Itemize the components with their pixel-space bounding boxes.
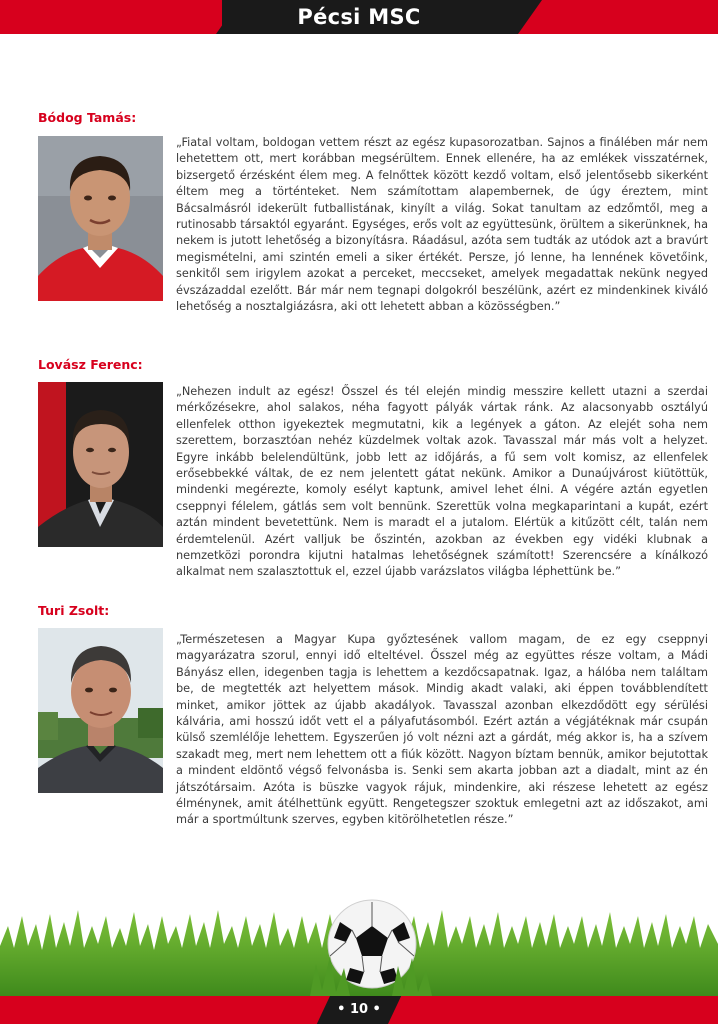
portrait-photo-bodog [38,136,163,301]
person-name-turi: Turi Zsolt: [38,603,110,618]
person-name-lovasz: Lovász Ferenc: [38,357,143,372]
soccer-ball-icon [328,900,416,988]
quote-text-lovasz: „Nehezen indult az egész! Ősszel és tél elején mindig messzire kellett utazni a szerdai mérkőzésekre, ahol salakos, néha fagyott pályák vártak ránk. Az alacsonyabb osztályú ellenfelek otthon igyekeztek megmutatni, kik a legények a gáton. Az elejét soha nem szerettem, borzasztóan nehéz küzdelmek voltak azok. Tavasszal már más volt a helyzet. Egyre inkább belelendültünk, jobb lett az időjárás, a fű sem volt komisz, az ellenfelek erősebbekké váltak, de ez nem jelentett gátat nekünk. Amikor a Dunaújvárost kiütöttük, mindenki megérezte, komoly esélyt kaptunk, amivel lehet élni. A végére aztán egyetlen cseppnyi félelem, gátlás sem volt bennünk. Szerettük volna megkaparintani a kupát, ezért aztán mindent bevetettünk. Nem is maradt el a jutalom. Elértük a kitűzött célt, talán nem érdemtelenül. Azért valljuk be őszintén, azokban az években egy vidéki klubnak a nemzetközi porondra kijutni hatalmas lehetőségnek számított! Szerencsére a kínálkozó alkalmat nem szalasztottuk el, ezzel újabb varázslatos világba léphettünk be.” [176,385,708,579]
page-header-bar [0,0,718,34]
portrait-lovasz-image [38,382,163,547]
portrait-photo-turi [38,628,163,793]
page-number: • 10 • [337,1002,381,1017]
portrait-bodog-image [38,136,163,301]
quote-text-turi: „Természetesen a Magyar Kupa győztesének vallom magam, de ez egy cseppnyi magyarázatra szorul, ennyi idő elteltével. Ősszel még az együttes része voltam, a Mádi Bányász ellen, idegenben tagja is lehettem a kezdőcsapatnak. Igaz, a hálóba nem találtam be, de megtették azt helyettem mások. Mindig akadt valaki, aki éppen továbblendített minket, amikor jöttek az újabb akadályok. Tavasszal azonban elkezdődött egy sérülési kálvária, ami hosszú időt vett el a pályafutásomból. Ezért aztán a végjátéknak már csupán külső szemlélője lehettem. Egyszerűen jó volt nézni azt a gárdát, még akkor is, ha a szívem szakadt meg, mert nem lehettem ott a fiúk között. Nagyon bíztam bennük, amikor bejutottak a mindent eldöntő végső felvonásba is. Senki sem akarta jobban azt a diadalt, mint az én játszótársaim. Azóta is büszke vagyok rájuk, mindenkire, aki részese lehetett az egész élménynek, amit átélhettünk együtt. Rengetegszer szoktuk emlegetni azt az időszakot, ami már a sportmúltunk szerves, egyben kitörölhetetlen része.” [176,633,708,827]
page-footer-bar [0,996,718,1024]
person-name-bodog: Bódog Tamás: [38,110,137,125]
portrait-photo-lovasz [38,382,163,547]
portrait-turi-image [38,628,163,793]
page-title: Pécsi MSC [297,5,421,29]
grass-and-ball-decoration [0,886,718,996]
quote-text-bodog: „Fiatal voltam, boldogan vettem részt az egész kupasorozatban. Sajnos a finálében már nem lehetettem ott, mert korábban megsérültem. Ennek ellenére, ha az emlékek visszatérnek, bizsergető érzésként élem meg. A felnőttek között kezdő voltam, első jelentősebb sikerként éltem meg a történteket. Nem számítottam alapembernek, de úgy éreztem, mint Bácsalmásról idekerült futballistának, kinyílt a világ. Sokat tanultam az edzőmtől, meg a rutinosabb társaktól egyaránt. Egységes, erős volt az együttesünk, örültem a sikerünknek, ha nekem is jutott lehetőség a bizonyításra. Ráadásul, azóta sem tudták az utódok azt a bravúrt megismételni, ami szintén emeli a siker értékét. Persze, jó lenne, ha lennének követőink, senkitől sem irigylem azokat a perceket, meccseket, amelyek megadattak nekünk negyed évszázaddal ezelőtt. Bár már nem tegnapi dolgokról beszélünk, azért ez mindenkinek kiváló lehetőség a nosztalgiázásra, aki ott lehetett abban a közösségben.” [176,136,708,314]
